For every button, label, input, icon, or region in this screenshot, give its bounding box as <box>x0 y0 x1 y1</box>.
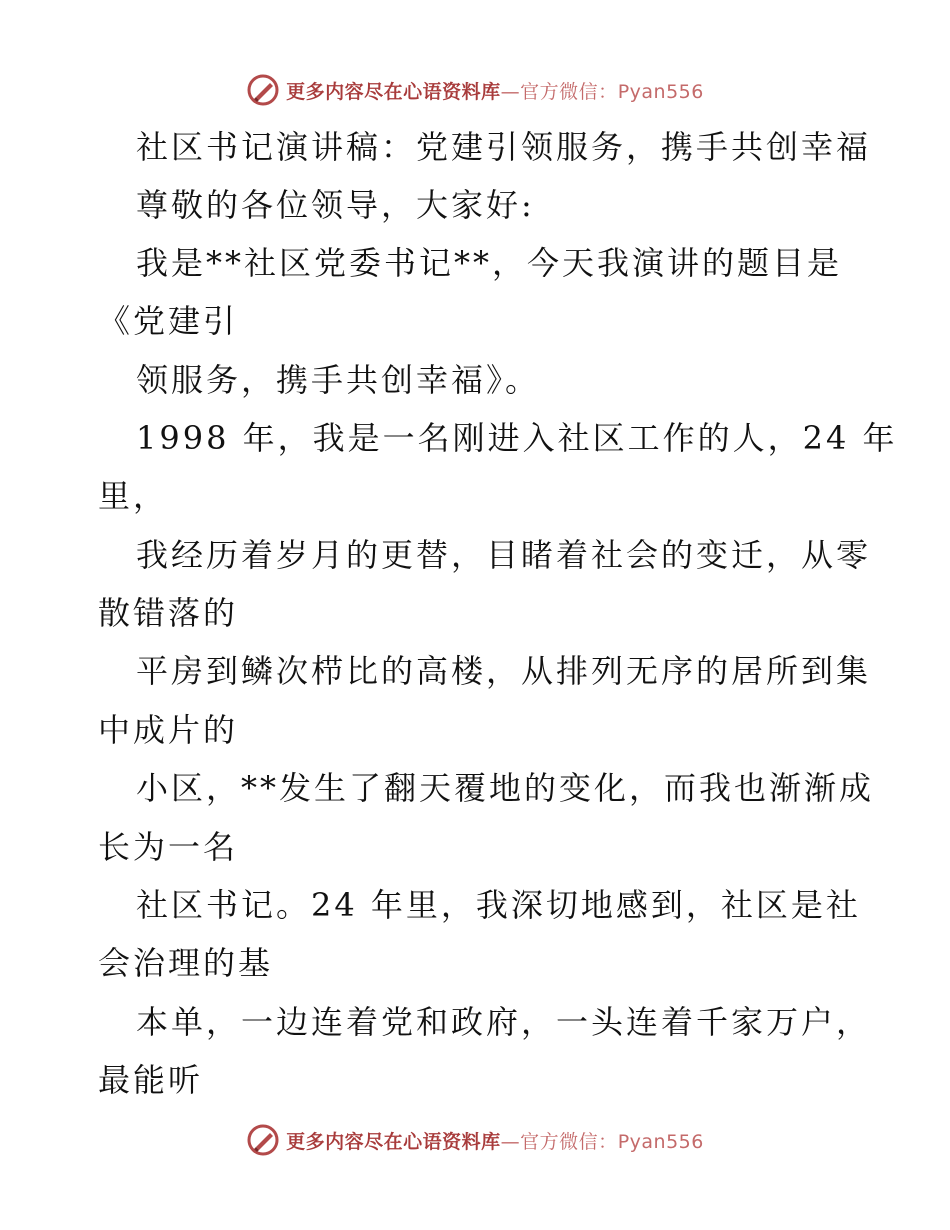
doc-line: 本单，一边连着党和政府，一头连着千家万户， <box>136 1003 872 1041</box>
doc-line: 领服务，携手共创幸福》。 <box>136 361 541 399</box>
doc-title: 社区书记演讲稿：党建引领服务，携手共创幸福 <box>136 128 872 166</box>
doc-line: 小区，**发生了翻天覆地的变化，而我也渐渐成 <box>136 769 875 807</box>
doc-line: 里， <box>98 477 169 515</box>
banner-dash: — <box>500 1130 521 1153</box>
doc-line: 我经历着岁月的更替，目睹着社会的变迁，从零 <box>136 536 872 574</box>
banner-wechat-label: 官方微信： <box>520 80 618 103</box>
doc-line: 我是**社区党委书记**，今天我演讲的题目是 <box>136 244 843 282</box>
doc-line: 散错落的 <box>98 594 239 632</box>
footer-banner <box>0 1120 950 1160</box>
banner-wechat-label: 官方微信： <box>520 1130 618 1153</box>
banner-site-name: 更多内容尽在心语资料库 <box>286 1130 501 1153</box>
banner-wechat-id: Pyan556 <box>617 1130 704 1153</box>
pen-logo-icon <box>246 73 280 107</box>
doc-line: 中成片的 <box>98 711 239 749</box>
doc-line: 会治理的基 <box>98 944 274 982</box>
banner-wechat-id: Pyan556 <box>617 80 704 103</box>
doc-line: 1998 年，我是一名刚进入社区工作的人，24 年 <box>136 419 898 457</box>
doc-line: 社区书记。24 年里，我深切地感到，社区是社 <box>136 886 861 924</box>
doc-line: 最能听 <box>98 1061 204 1099</box>
doc-line: 尊敬的各位领导，大家好: <box>136 186 535 224</box>
banner-dash: — <box>500 80 521 103</box>
pen-logo-icon <box>246 1123 280 1157</box>
doc-line: 长为一名 <box>98 828 239 866</box>
doc-line: 《党建引 <box>98 302 239 340</box>
banner-text <box>286 77 704 104</box>
header-banner <box>0 70 950 110</box>
banner-text <box>286 1127 704 1154</box>
banner-site-name: 更多内容尽在心语资料库 <box>286 80 501 103</box>
doc-line: 平房到鳞次栉比的高楼，从排列无序的居所到集 <box>136 652 872 690</box>
